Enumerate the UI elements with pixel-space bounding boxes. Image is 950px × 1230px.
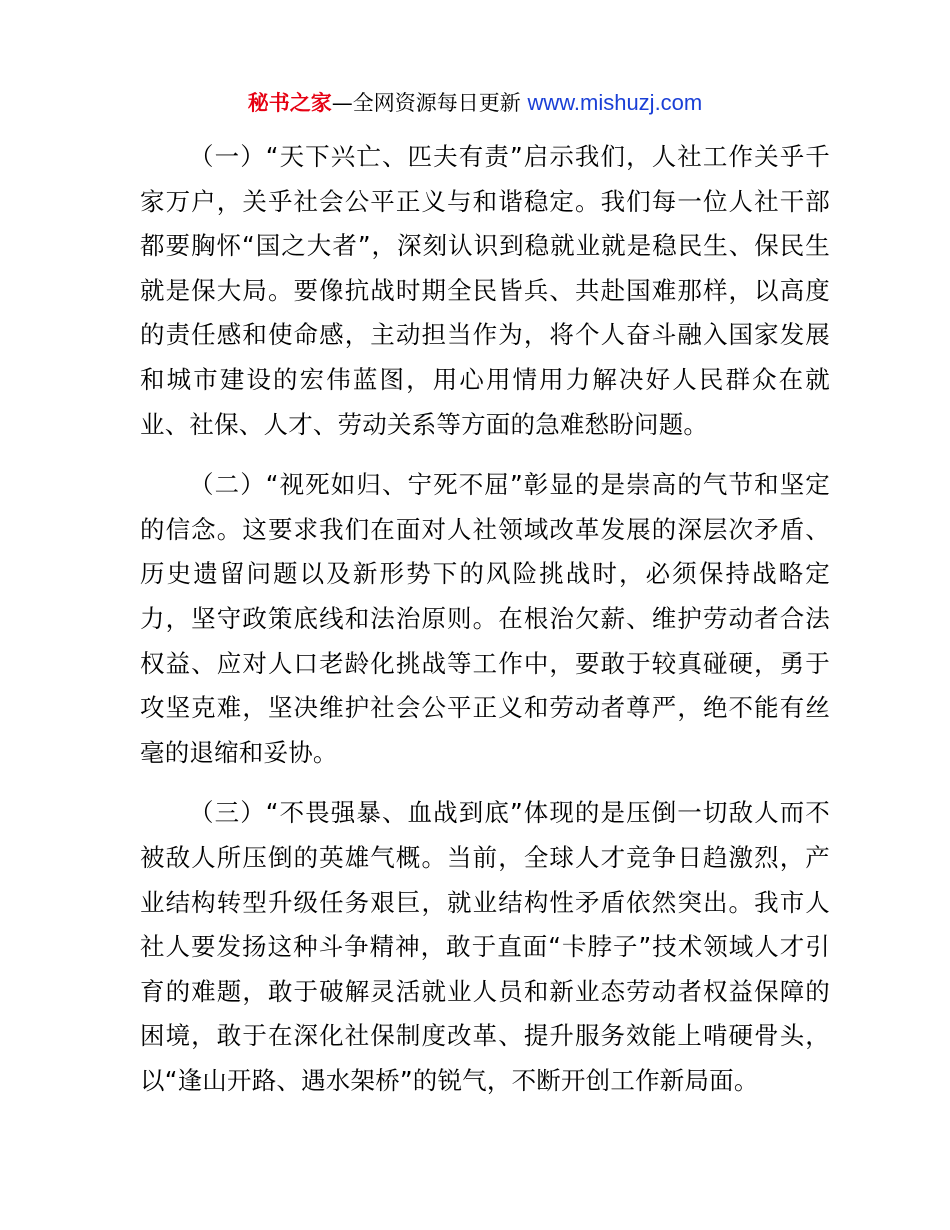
brand-name: 秘书之家 xyxy=(247,91,332,115)
paragraph-1: （一）“天下兴亡、匹夫有责”启示我们，人社工作关乎千家万户，关乎社会公平正义与和谐稳定。我们每一位人社干部都要胸怀“国之大者”，深刻认识到稳就业就是稳民生、保民生就是保大局。要像抗战时期全民皆兵、共赴国难那样，以高度的责任感和使命感，主动担当作为，将个人奋斗融入国家发展和城市建设的宏伟蓝图，用心用情用力解决好人民群众在就业、社保、人才、劳动关系等方面的急难愁盼问题。 xyxy=(140,142,830,439)
paragraph-3: （三）“不畏强暴、血战到底”体现的是压倒一切敌人而不被敌人所压倒的英雄气概。当前，全球人才竞争日趋激烈，产业结构转型升级任务艰巨，就业结构性矛盾依然突出。我市人社人要发扬这种斗争精神，敢于直面“卡脖子”技术领域人才引育的难题，敢于破解灵活就业人员和新业态劳动者权益保障的困境，敢于在深化社保制度改革、提升服务效能上啃硬骨头，以“逢山开路、遇水架桥”的锐气，不断开创工作新局面。 xyxy=(140,798,830,1095)
site-url-link[interactable]: www.mishuzj.com xyxy=(527,90,703,115)
paragraph-2: （二）“视死如归、宁死不屈”彰显的是崇高的气节和坚定的信念。这要求我们在面对人社领域改革发展的深层次矛盾、历史遗留问题以及新形势下的风险挑战时，必须保持战略定力，坚守政策底线和法治原则。在根治欠薪、维护劳动者合法权益、应对人口老龄化挑战等工作中，要敢于较真碰硬，勇于攻坚克难，坚决维护社会公平正义和劳动者尊严，绝不能有丝毫的退缩和妥协。 xyxy=(140,470,830,767)
page-header xyxy=(0,88,950,118)
header-tagline: —全网资源每日更新 xyxy=(331,91,528,115)
document-body xyxy=(140,135,830,1119)
